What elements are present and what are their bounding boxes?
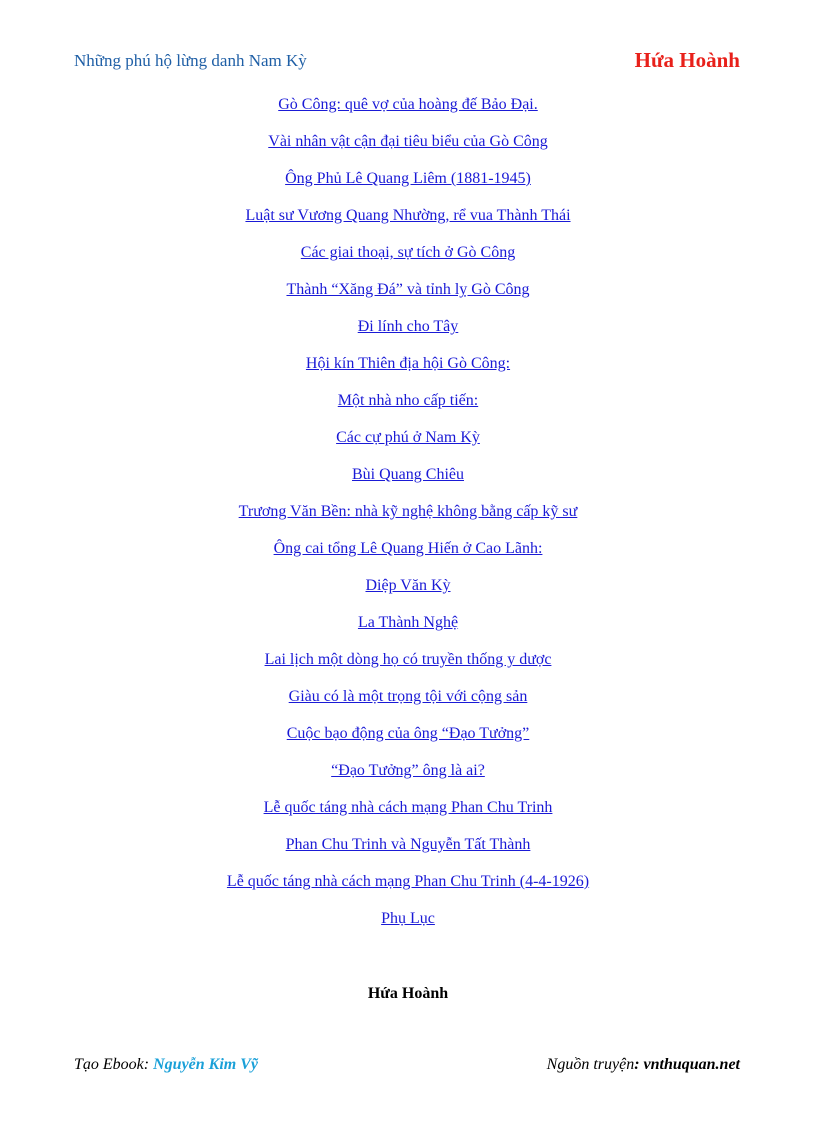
- toc-link[interactable]: La Thành Nghệ: [357, 614, 459, 631]
- toc-link[interactable]: Vài nhân vật cận đại tiêu biểu của Gò Công: [268, 133, 548, 150]
- toc-link[interactable]: Ông Phủ Lê Quang Liêm (1881-1945): [285, 170, 531, 187]
- toc-item: [0, 759, 816, 796]
- toc-link[interactable]: Ông cai tổng Lê Quang Hiến ở Cao Lãnh:: [273, 540, 543, 557]
- header-book-title: Những phú hộ lừng danh Nam Kỳ: [74, 51, 307, 70]
- toc-link[interactable]: Phan Chu Trinh và Nguyễn Tất Thành: [285, 836, 531, 853]
- footer-ebook-creator: Nguyễn Kim Vỹ: [153, 1056, 258, 1073]
- toc-item: [0, 648, 816, 685]
- toc-item: [0, 574, 816, 611]
- toc-item: [0, 315, 816, 352]
- toc-item: [0, 167, 816, 204]
- toc-item: [0, 907, 816, 944]
- toc-item: [0, 204, 816, 241]
- toc-link[interactable]: Lễ quốc táng nhà cách mạng Phan Chu Trinh: [263, 799, 553, 816]
- toc-link[interactable]: Hội kín Thiên địa hội Gò Công:: [305, 355, 511, 372]
- header-author: Hứa Hoành: [634, 48, 740, 72]
- toc-item: [0, 241, 816, 278]
- toc-link[interactable]: Lễ quốc táng nhà cách mạng Phan Chu Trinh (4-4-1926): [226, 873, 590, 890]
- footer-ebook-label: Tạo Ebook: [74, 1056, 144, 1073]
- footer-source-site: vnthuquan.net: [643, 1056, 740, 1073]
- toc-item: [0, 130, 816, 167]
- toc-item: [0, 426, 816, 463]
- toc-item: [0, 389, 816, 426]
- toc-item: [0, 278, 816, 315]
- toc-link[interactable]: Đi lính cho Tây: [357, 318, 459, 335]
- toc-link[interactable]: Trương Văn Bền: nhà kỹ nghệ không bằng cấp kỹ sư: [238, 503, 578, 520]
- toc-link[interactable]: Thành “Xăng Đá” và tỉnh lỵ Gò Công: [286, 281, 530, 298]
- toc-link[interactable]: Một nhà nho cấp tiến:: [337, 392, 479, 409]
- toc-link[interactable]: Phụ Lục: [381, 910, 435, 927]
- footer-source-credit: [547, 1056, 740, 1074]
- toc-item: [0, 537, 816, 574]
- table-of-contents: [0, 93, 816, 944]
- toc-item: [0, 93, 816, 130]
- toc-link[interactable]: Các cự phú ở Nam Kỳ: [336, 429, 480, 446]
- toc-link[interactable]: Bùi Quang Chiêu: [352, 466, 464, 483]
- toc-link[interactable]: Lai lịch một dòng họ có truyền thống y dược: [264, 651, 552, 668]
- toc-item: [0, 870, 816, 907]
- toc-link[interactable]: Các giai thoại, sự tích ở Gò Công: [300, 244, 516, 261]
- footer-ebook-separator: :: [143, 1056, 154, 1073]
- toc-item: [0, 833, 816, 870]
- footer-ebook-credit: [74, 1056, 258, 1074]
- footer-source-label: Nguồn truyện: [546, 1056, 635, 1073]
- toc-link[interactable]: Cuộc bạo động của ông “Đạo Tưởng”: [286, 725, 530, 742]
- toc-item: [0, 352, 816, 389]
- toc-item: [0, 796, 816, 833]
- footer-source-separator: :: [634, 1056, 644, 1073]
- toc-link[interactable]: Diệp Văn Kỳ: [365, 577, 451, 594]
- toc-link[interactable]: Giàu có là một trọng tội với cộng sản: [288, 688, 528, 705]
- toc-link[interactable]: Gò Công: quê vợ của hoàng đế Bảo Đại.: [278, 96, 538, 113]
- toc-link[interactable]: Luật sư Vương Quang Nhường, rể vua Thành Thái: [245, 207, 571, 224]
- toc-link[interactable]: “Đạo Tưởng” ông là ai?: [331, 762, 485, 779]
- toc-item: [0, 611, 816, 648]
- toc-item: [0, 722, 816, 759]
- toc-item: [0, 500, 816, 537]
- author-signature: Hứa Hoành: [367, 985, 449, 1002]
- toc-item: [0, 463, 816, 500]
- toc-item: [0, 685, 816, 722]
